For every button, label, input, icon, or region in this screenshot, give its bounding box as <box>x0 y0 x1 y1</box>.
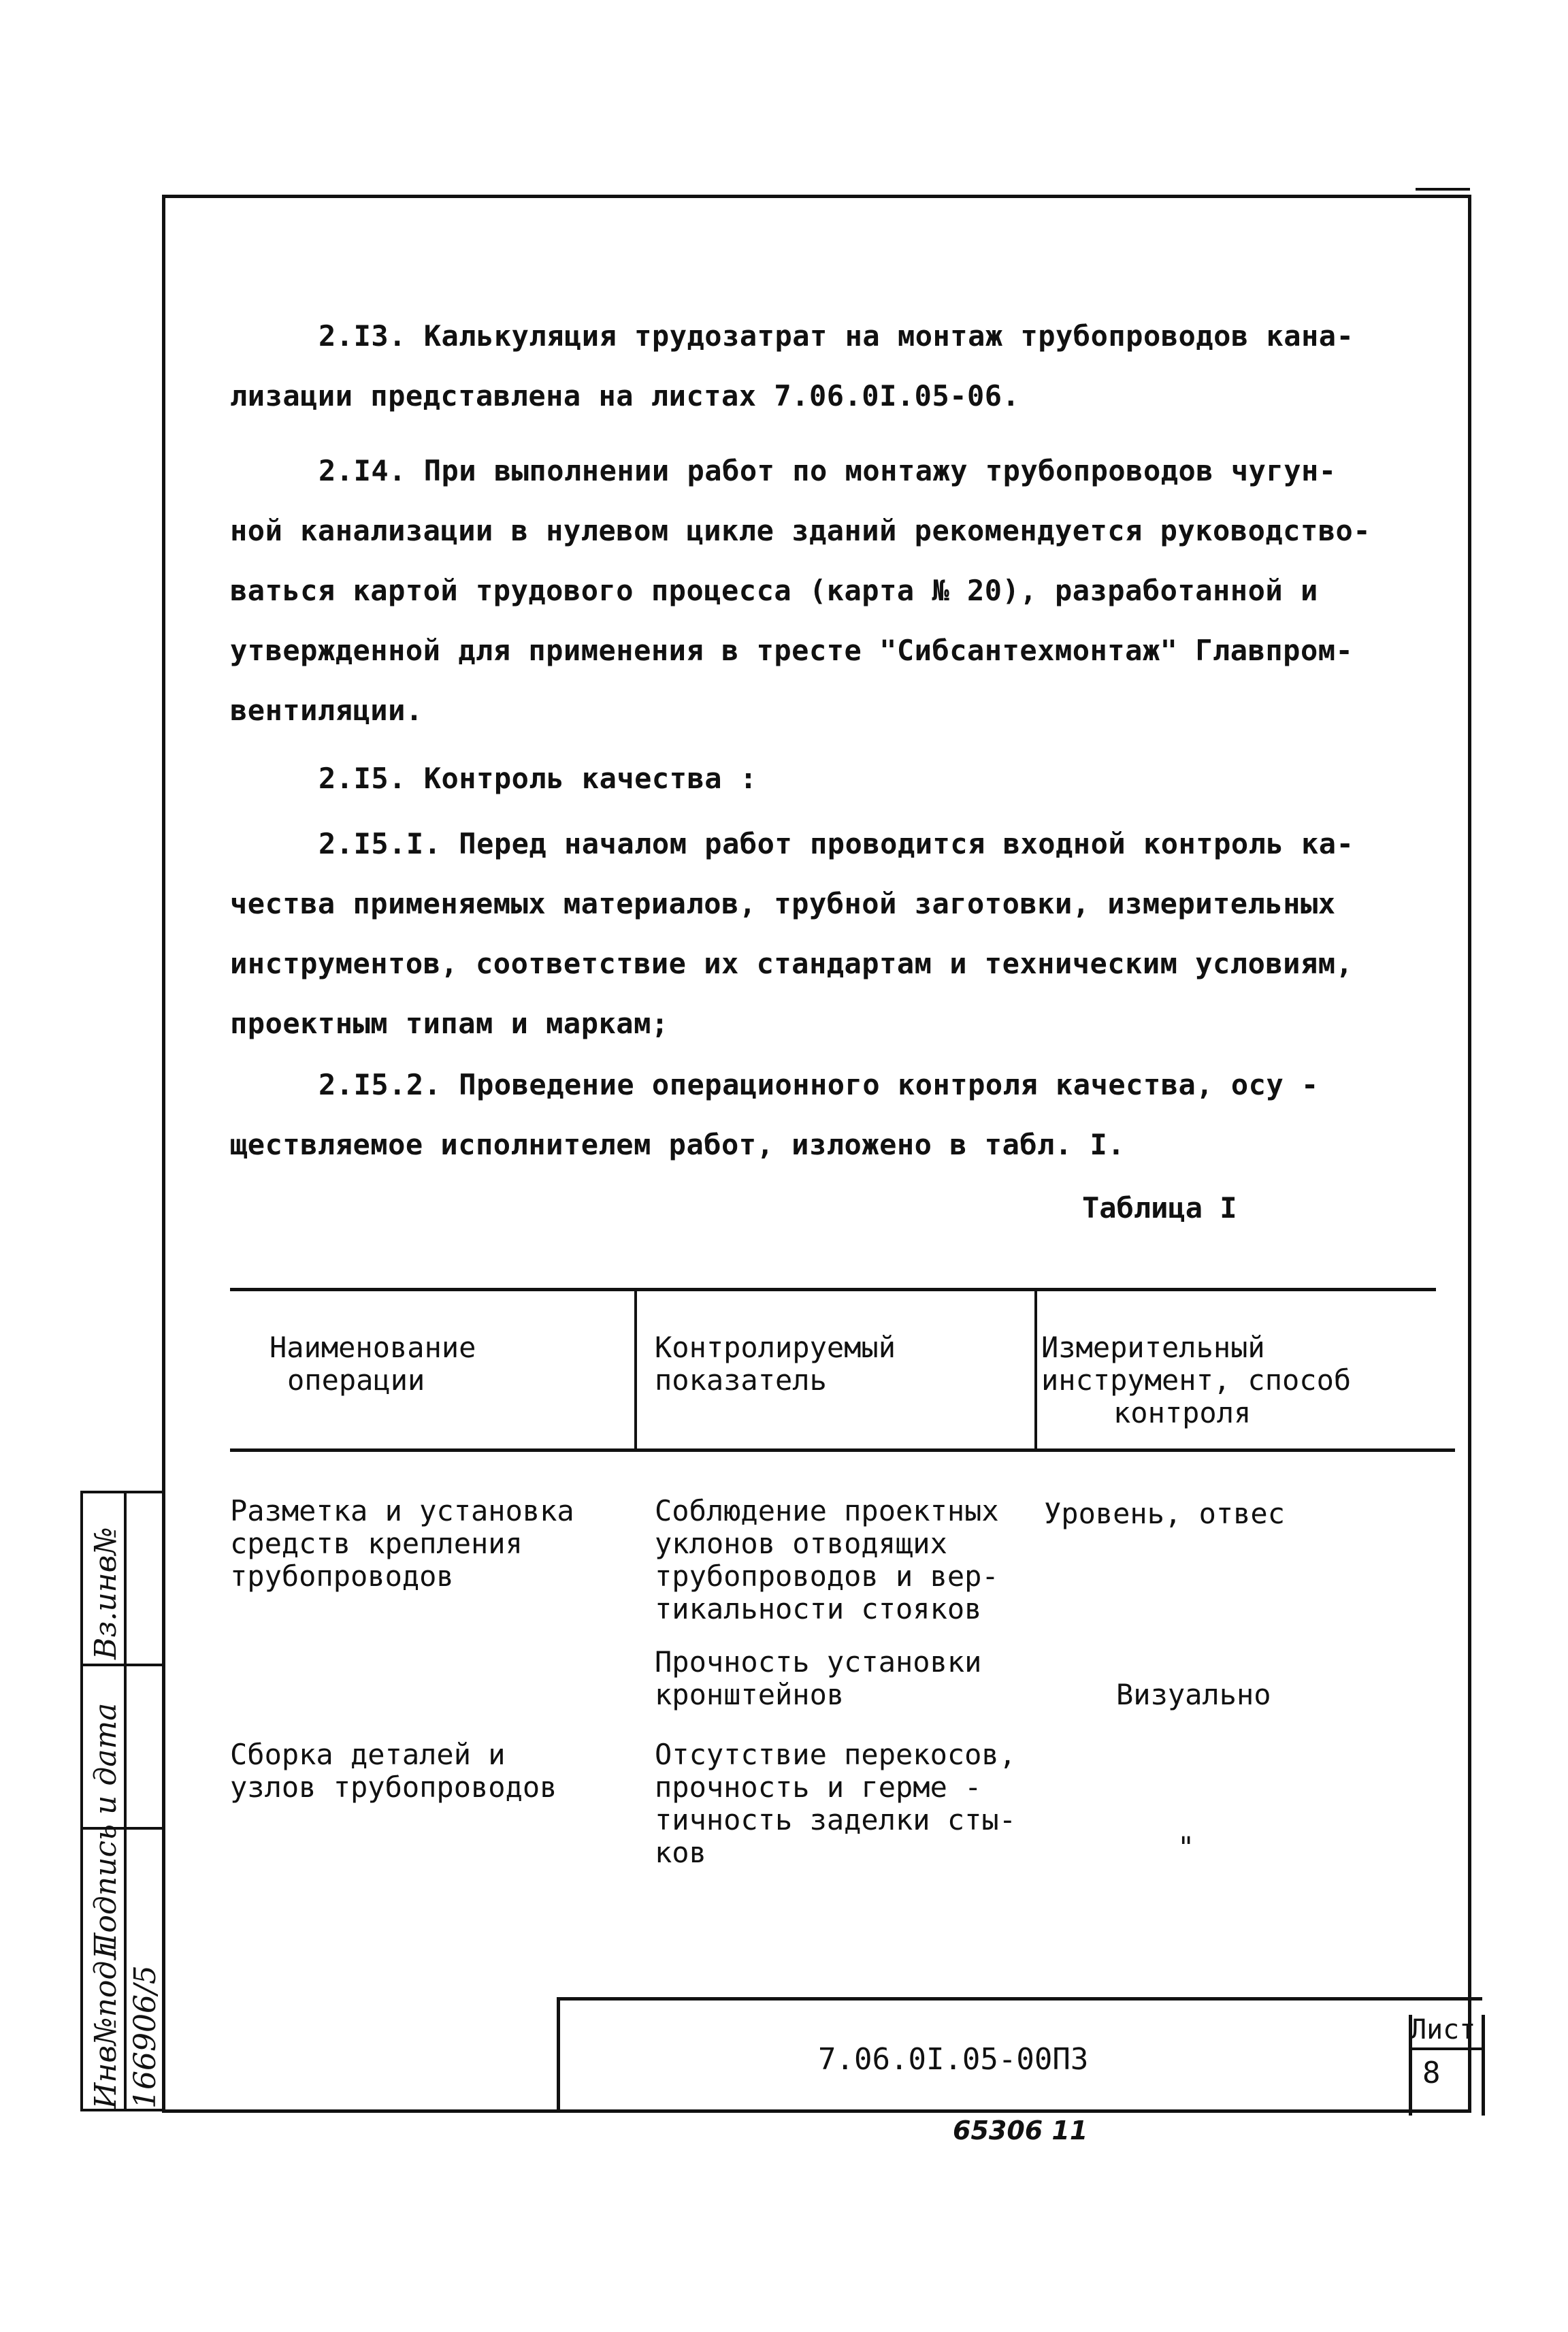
table-col-divider <box>1034 1291 1037 1448</box>
paragraph-2-14 <box>230 441 1428 741</box>
cell-text: Сборка деталей и <box>230 1738 506 1771</box>
table-top-rule <box>230 1288 1436 1291</box>
text-line: 2.I5.2. Проведение операционного контроля качества, осу - <box>318 1068 1319 1101</box>
sheet-label: Лист <box>1410 2014 1476 2045</box>
cell-text: уклонов отводящих <box>655 1527 947 1560</box>
cell-text: средств крепления <box>230 1527 523 1560</box>
cell-tool: Визуально <box>1116 1678 1271 1711</box>
cell-text: Соблюдение проектных <box>655 1494 999 1527</box>
cell-tool: Уровень, отвес <box>1044 1497 1286 1530</box>
cell-indicator <box>655 1495 999 1625</box>
text-line: 2.I5. Контроль качества : <box>318 762 757 795</box>
paragraph-2-13 <box>230 306 1428 426</box>
cell-text: тикальности стояков <box>655 1592 982 1625</box>
cell-text: Отсутствие перекосов, <box>655 1738 1017 1771</box>
text-line: 2.I4. При выполнении работ по монтажу трубопроводов чугун- <box>318 454 1337 487</box>
text-line: вентиляции. <box>230 694 423 727</box>
header-indicator <box>655 1331 896 1397</box>
header-text: показатель <box>655 1363 827 1397</box>
header-text: контроля <box>1113 1396 1252 1429</box>
table-col-divider <box>634 1291 637 1448</box>
sheet-box-divider <box>1409 2047 1485 2050</box>
cell-text: трубопроводов и вер- <box>655 1559 999 1593</box>
table-caption: Таблица I <box>1082 1191 1237 1225</box>
header-text: инструмент, способ <box>1041 1363 1352 1397</box>
footer-inventory-number: 65306 11 <box>953 2116 1088 2145</box>
text-line: ществляемое исполнителем работ, изложено в табл. I. <box>230 1128 1126 1161</box>
text-line: 2.I5.I. Перед началом работ проводится входной контроль ка- <box>318 827 1354 860</box>
cell-text: ков <box>655 1836 706 1869</box>
table-header-rule <box>230 1448 1455 1452</box>
sign-date-label: Подпись и дата <box>88 1702 123 1959</box>
cell-text: прочность и герме - <box>655 1770 982 1804</box>
header-text: Контролируемый <box>655 1331 896 1364</box>
header-text: операции <box>287 1363 425 1397</box>
document-code: 7.06.0I.05-00ПЗ <box>818 2042 1089 2077</box>
inventory-label: Инв№подл <box>88 1941 123 2109</box>
text-line: лизации представлена на листах 7.06.0I.05-06. <box>230 379 1020 412</box>
text-line: 2.I3. Калькуляция трудозатрат на монтаж трубопроводов кана- <box>318 319 1354 353</box>
cell-text: Прочность установки <box>655 1645 982 1679</box>
paragraph-2-15-2 <box>230 1055 1428 1175</box>
inventory-value: 166906/5 <box>128 1965 163 2109</box>
cell-text: Разметка и установка <box>230 1494 574 1527</box>
cell-text: узлов трубопроводов <box>230 1770 557 1804</box>
vz-inv-label: Вз.инв№ <box>88 1527 123 1659</box>
paragraph-2-15-1 <box>230 814 1428 1054</box>
paragraph-2-15 <box>230 749 1428 809</box>
text-line: инструментов, соответствие их стандартам и техническим условиям, <box>230 947 1354 980</box>
text-line: чества применяемых материалов, трубной заготовки, измерительных <box>230 887 1336 920</box>
header-tool <box>1041 1331 1351 1429</box>
header-operation <box>270 1331 476 1397</box>
cell-text: трубопроводов <box>230 1559 454 1593</box>
cell-text: кронштейнов <box>655 1678 845 1711</box>
cell-tool-ditto: " <box>1177 1830 1195 1864</box>
cell-indicator <box>655 1646 981 1711</box>
header-text: Измерительный <box>1041 1331 1265 1364</box>
cell-indicator <box>655 1738 1016 1869</box>
text-line: утвержденной для применения в тресте "Сибсантехмонтаж" Главпром- <box>230 634 1354 667</box>
text-line: ной канализации в нулевом цикле зданий рекомендуется руководство- <box>230 514 1371 547</box>
frame-corner-mark <box>1416 188 1470 191</box>
sheet-number: 8 <box>1422 2056 1441 2090</box>
cell-text: тичность заделки сты- <box>655 1803 1017 1836</box>
text-line: ваться картой трудового процесса (карта № 20), разработанной и <box>230 574 1318 607</box>
approval-sidebar <box>80 1491 165 2111</box>
cell-operation <box>230 1495 574 1593</box>
cell-operation <box>230 1738 557 1804</box>
text-line: проектным типам и маркам; <box>230 1007 669 1040</box>
header-text: Наименование <box>270 1331 476 1364</box>
sidebar-divider <box>83 1664 162 1666</box>
